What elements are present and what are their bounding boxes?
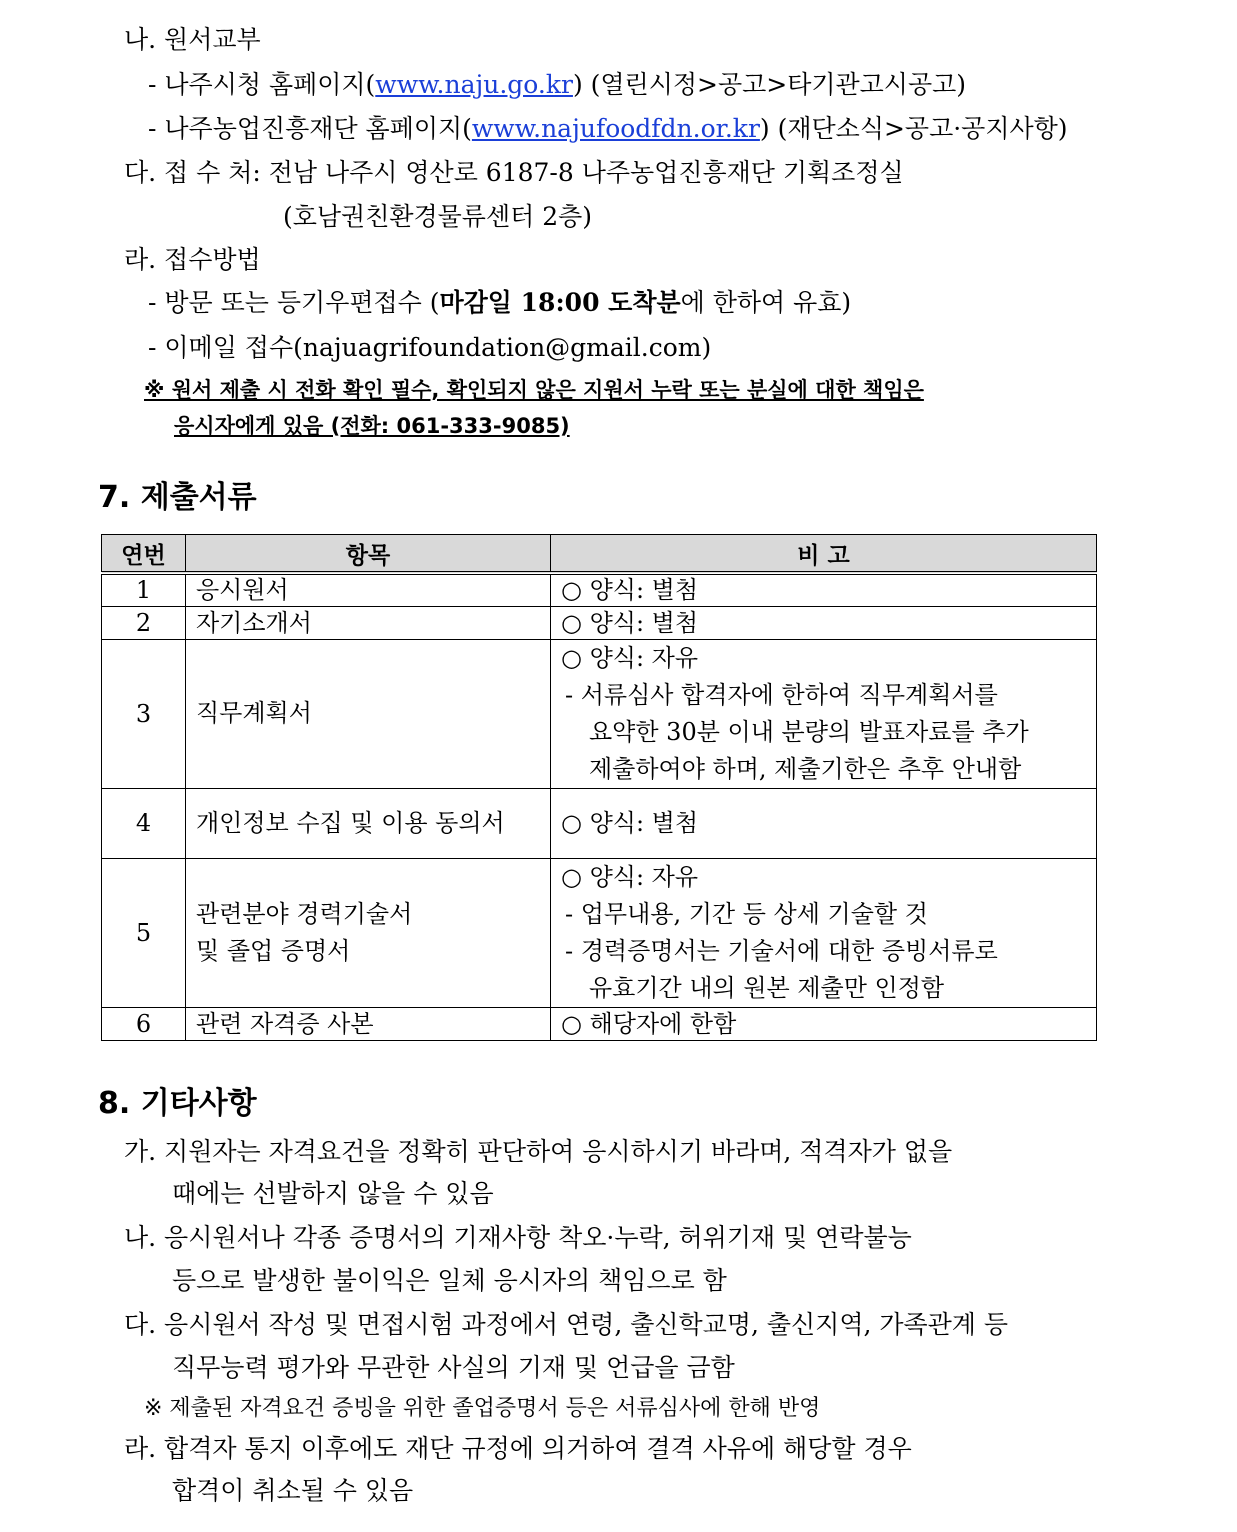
table-row [102, 788, 1097, 858]
row-note-text: 유효기간 내의 원본 제출만 인정함 [589, 973, 945, 1002]
row-item [186, 573, 551, 606]
row-note [551, 639, 1097, 788]
header-num: 연번 [102, 535, 186, 574]
da-line2: 직무능력 평가와 무관한 사실의 기재 및 언급을 금함 [172, 1353, 735, 1382]
ra-line1: 라. 합격자 통지 이후에도 재단 규정에 의거하여 결격 사유에 해당할 경우 [124, 1434, 912, 1463]
table-row [102, 639, 1097, 788]
row-note-text: 제출하여야 하며, 제출기한은 추후 안내함 [589, 754, 1022, 783]
na-line2: 등으로 발생한 불이익은 일체 응시자의 책임으로 함 [172, 1266, 727, 1295]
row-note [551, 788, 1097, 858]
na-line1: 나. 응시원서나 각종 증명서의 기재사항 착오·누락, 허위기재 및 연락불능 [124, 1223, 912, 1252]
row-item [186, 788, 551, 858]
row-note-text: ○ 양식: 자유 [561, 643, 699, 672]
ra-item1-prefix: - 방문 또는 등기우편접수 ( [148, 288, 440, 317]
row-num: 4 [102, 788, 186, 858]
row-item [186, 858, 551, 1007]
row-item-text: 관련분야 경력기술서 [196, 899, 413, 928]
row-num: 5 [102, 858, 186, 1007]
row-item-text: 응시원서 [196, 576, 289, 605]
table-row [102, 858, 1097, 1007]
section8-note: ※ 제출된 자격요건 증빙을 위한 졸업증명서 등은 서류심사에 한해 반영 [144, 1396, 821, 1421]
row-note-text: ○ 양식: 별첨 [561, 808, 699, 837]
header-note: 비 고 [551, 535, 1097, 574]
documents-table [101, 534, 1097, 1041]
da-reception-line2: (호남권친환경물류센터 2층) [283, 202, 593, 231]
row-note [551, 1007, 1097, 1040]
header-item: 항목 [186, 535, 551, 574]
ra-item-email: - 이메일 접수(najuagrifoundation@gmail.com) [148, 333, 712, 362]
na-item1-suffix: ) (열린시정>공고>타기관고시공고) [572, 70, 967, 99]
row-note-text: - 경력증명서는 기술서에 대한 증빙서류로 [565, 936, 998, 965]
row-note-text: ○ 양식: 별첨 [561, 576, 699, 605]
da-reception-line1: 다. 접 수 처: 전남 나주시 영산로 6187-8 나주농업진흥재단 기획조정실 [124, 158, 904, 187]
row-note-text: ○ 양식: 별첨 [561, 608, 699, 637]
row-item [186, 639, 551, 788]
ga-line1: 가. 지원자는 자격요건을 정확히 판단하여 응시하시기 바라며, 적격자가 없을 [124, 1137, 953, 1166]
section7-title: 7. 제출서류 [98, 480, 257, 515]
notice-line1: ※ 원서 제출 시 전화 확인 필수, 확인되지 않은 지원서 누락 또는 분실에 대한 책임은 [144, 378, 924, 402]
ra-heading: 라. 접수방법 [124, 245, 261, 274]
row-num: 6 [102, 1007, 186, 1040]
row-note-text: ○ 해당자에 한함 [561, 1009, 737, 1038]
section8-title: 8. 기타사항 [98, 1086, 257, 1121]
foundation-link[interactable]: www.najufoodfdn.or.kr [471, 114, 760, 143]
row-note-text: 요약한 30분 이내 분량의 발표자료를 추가 [589, 717, 1029, 746]
row-num: 3 [102, 639, 186, 788]
row-note-text: - 서류심사 합격자에 한하여 직무계획서를 [565, 680, 998, 709]
row-note-text: - 업무내용, 기간 등 상세 기술할 것 [565, 899, 928, 928]
na-item-foundation [148, 113, 1068, 145]
table-row [102, 573, 1097, 606]
na-item2-prefix: - 나주농업진흥재단 홈페이지( [148, 114, 472, 143]
row-item-text: 개인정보 수집 및 이용 동의서 [196, 808, 505, 837]
ra-item1-suffix: 에 한하여 유효) [680, 288, 852, 317]
na-item2-suffix: ) (재단소식>공고·공지사항) [759, 114, 1068, 143]
da-line1: 다. 응시원서 작성 및 면접시험 과정에서 연령, 출신학교명, 출신지역, 가족관계 등 [124, 1310, 1009, 1339]
na-item1-prefix: - 나주시청 홈페이지( [148, 70, 376, 99]
notice-line2: 응시자에게 있음 (전화: 061-333-9085) [174, 414, 570, 438]
row-item-text: 및 졸업 증명서 [196, 936, 351, 965]
row-item [186, 606, 551, 639]
row-num: 2 [102, 606, 186, 639]
naju-city-link[interactable]: www.naju.go.kr [375, 70, 573, 99]
ga-line2: 때에는 선발하지 않을 수 있음 [172, 1179, 494, 1208]
row-item [186, 1007, 551, 1040]
table-header-row [102, 535, 1097, 574]
row-note [551, 606, 1097, 639]
na-item-naju-city [148, 69, 966, 101]
row-item-text: 관련 자격증 사본 [196, 1009, 374, 1038]
ra-line2: 합격이 취소될 수 있음 [172, 1476, 414, 1505]
row-note [551, 858, 1097, 1007]
row-item-text: 직무계획서 [196, 699, 312, 727]
row-note-text: ○ 양식: 자유 [561, 862, 699, 891]
ra-item-visit [148, 287, 851, 319]
row-item-text: 자기소개서 [196, 608, 312, 637]
table-row [102, 606, 1097, 639]
row-note [551, 573, 1097, 606]
na-heading: 나. 원서교부 [124, 25, 261, 54]
deadline-text: 마감일 18:00 도착분 [439, 288, 681, 317]
table-row [102, 1007, 1097, 1040]
row-num: 1 [102, 573, 186, 606]
